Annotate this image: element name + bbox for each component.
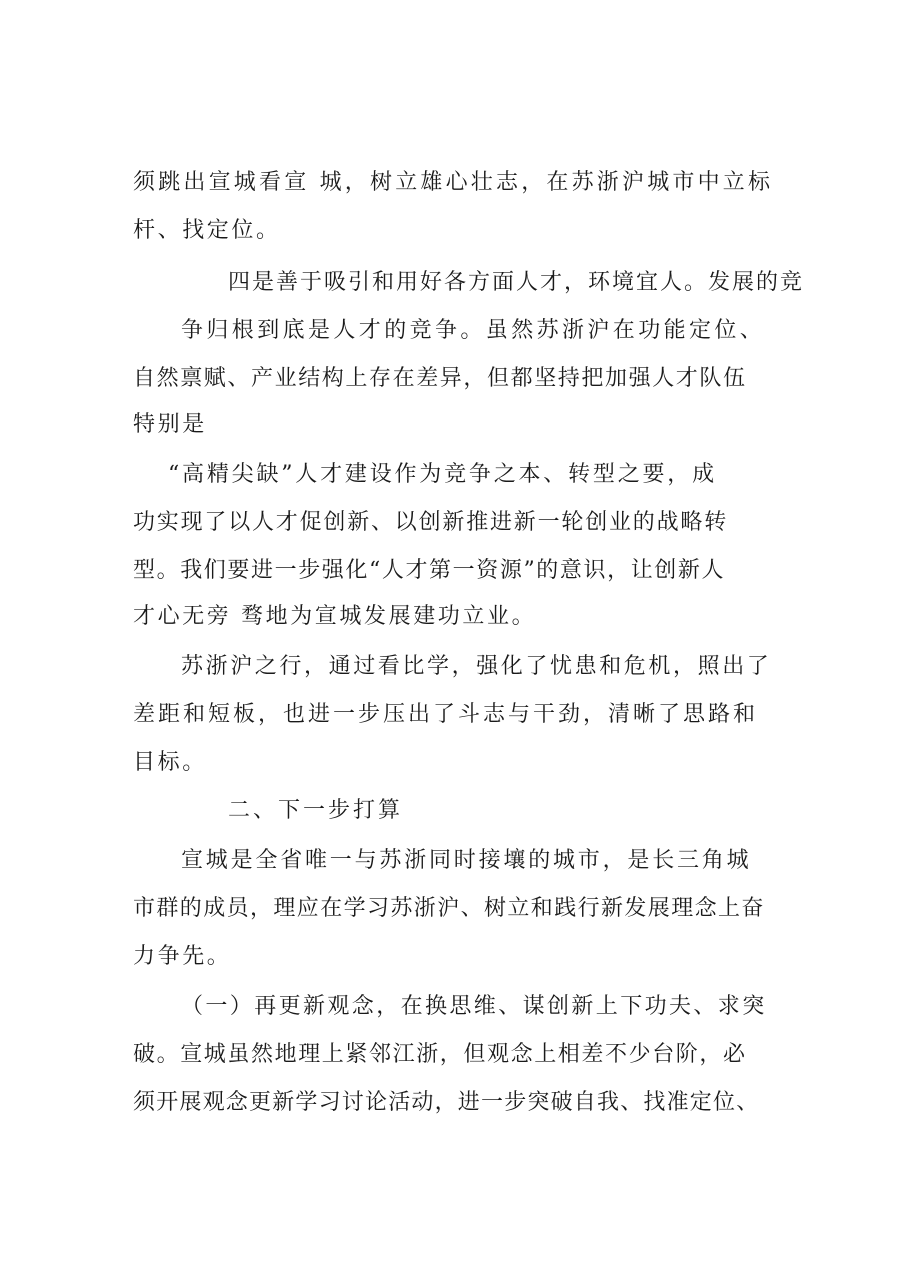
text-line: “高精尖缺”人才建设作为竞争之本、转型之要，成 <box>168 462 717 487</box>
text-line: 型。我们要进一步强化“人才第一资源”的意识，让创新人 <box>133 558 726 583</box>
text-line: 争归根到底是人才的竞争。虽然苏浙沪在功能定位、 <box>181 318 766 343</box>
text-line: 功实现了以人才促创新、以创新推进新一轮创业的战略转 <box>133 510 729 535</box>
text-line: 四是善于吸引和用好各方面人才，环境宜人。发展的竞 <box>228 270 805 295</box>
text-line: 市群的成员，理应在学习苏浙沪、树立和践行新发展理念上奋 <box>133 896 765 921</box>
text-line: 破。宣城虽然地理上紧邻江浙，但观念上相差不少台阶，必 <box>133 1042 747 1067</box>
text-line: 差距和短板，也进一步压出了斗志与干劲，清晰了思路和 <box>133 702 759 727</box>
text-line: 苏浙沪之行，通过看比学，强化了忧患和危机，照出了 <box>181 654 772 679</box>
section-heading: 二、下一步打算 <box>228 798 404 823</box>
text-line: 须开展观念更新学习讨论活动，进一步突破自我、找准定位、 <box>133 1090 760 1115</box>
text-line: 杆、找定位。 <box>133 218 281 243</box>
text-line: 力争先。 <box>133 944 232 969</box>
text-line: 须跳出宣城看宣 城，树立雄心壮志，在苏浙沪城市中立标 <box>133 170 774 195</box>
text-line: 自然禀赋、产业结构上存在差异，但都坚持把加强人才队伍 <box>133 366 747 391</box>
text-line: 宣城是全省唯一与苏浙同时接壤的城市，是长三角城 <box>181 848 752 873</box>
subsection-heading: （一）再更新观念，在换思维、谋创新上下功夫、求突 <box>181 994 767 1019</box>
text-line: 特别是 <box>133 412 207 437</box>
text-line: 目标。 <box>133 750 207 775</box>
text-line: 才心无旁 骛地为宣城发展建功立业。 <box>133 604 537 629</box>
